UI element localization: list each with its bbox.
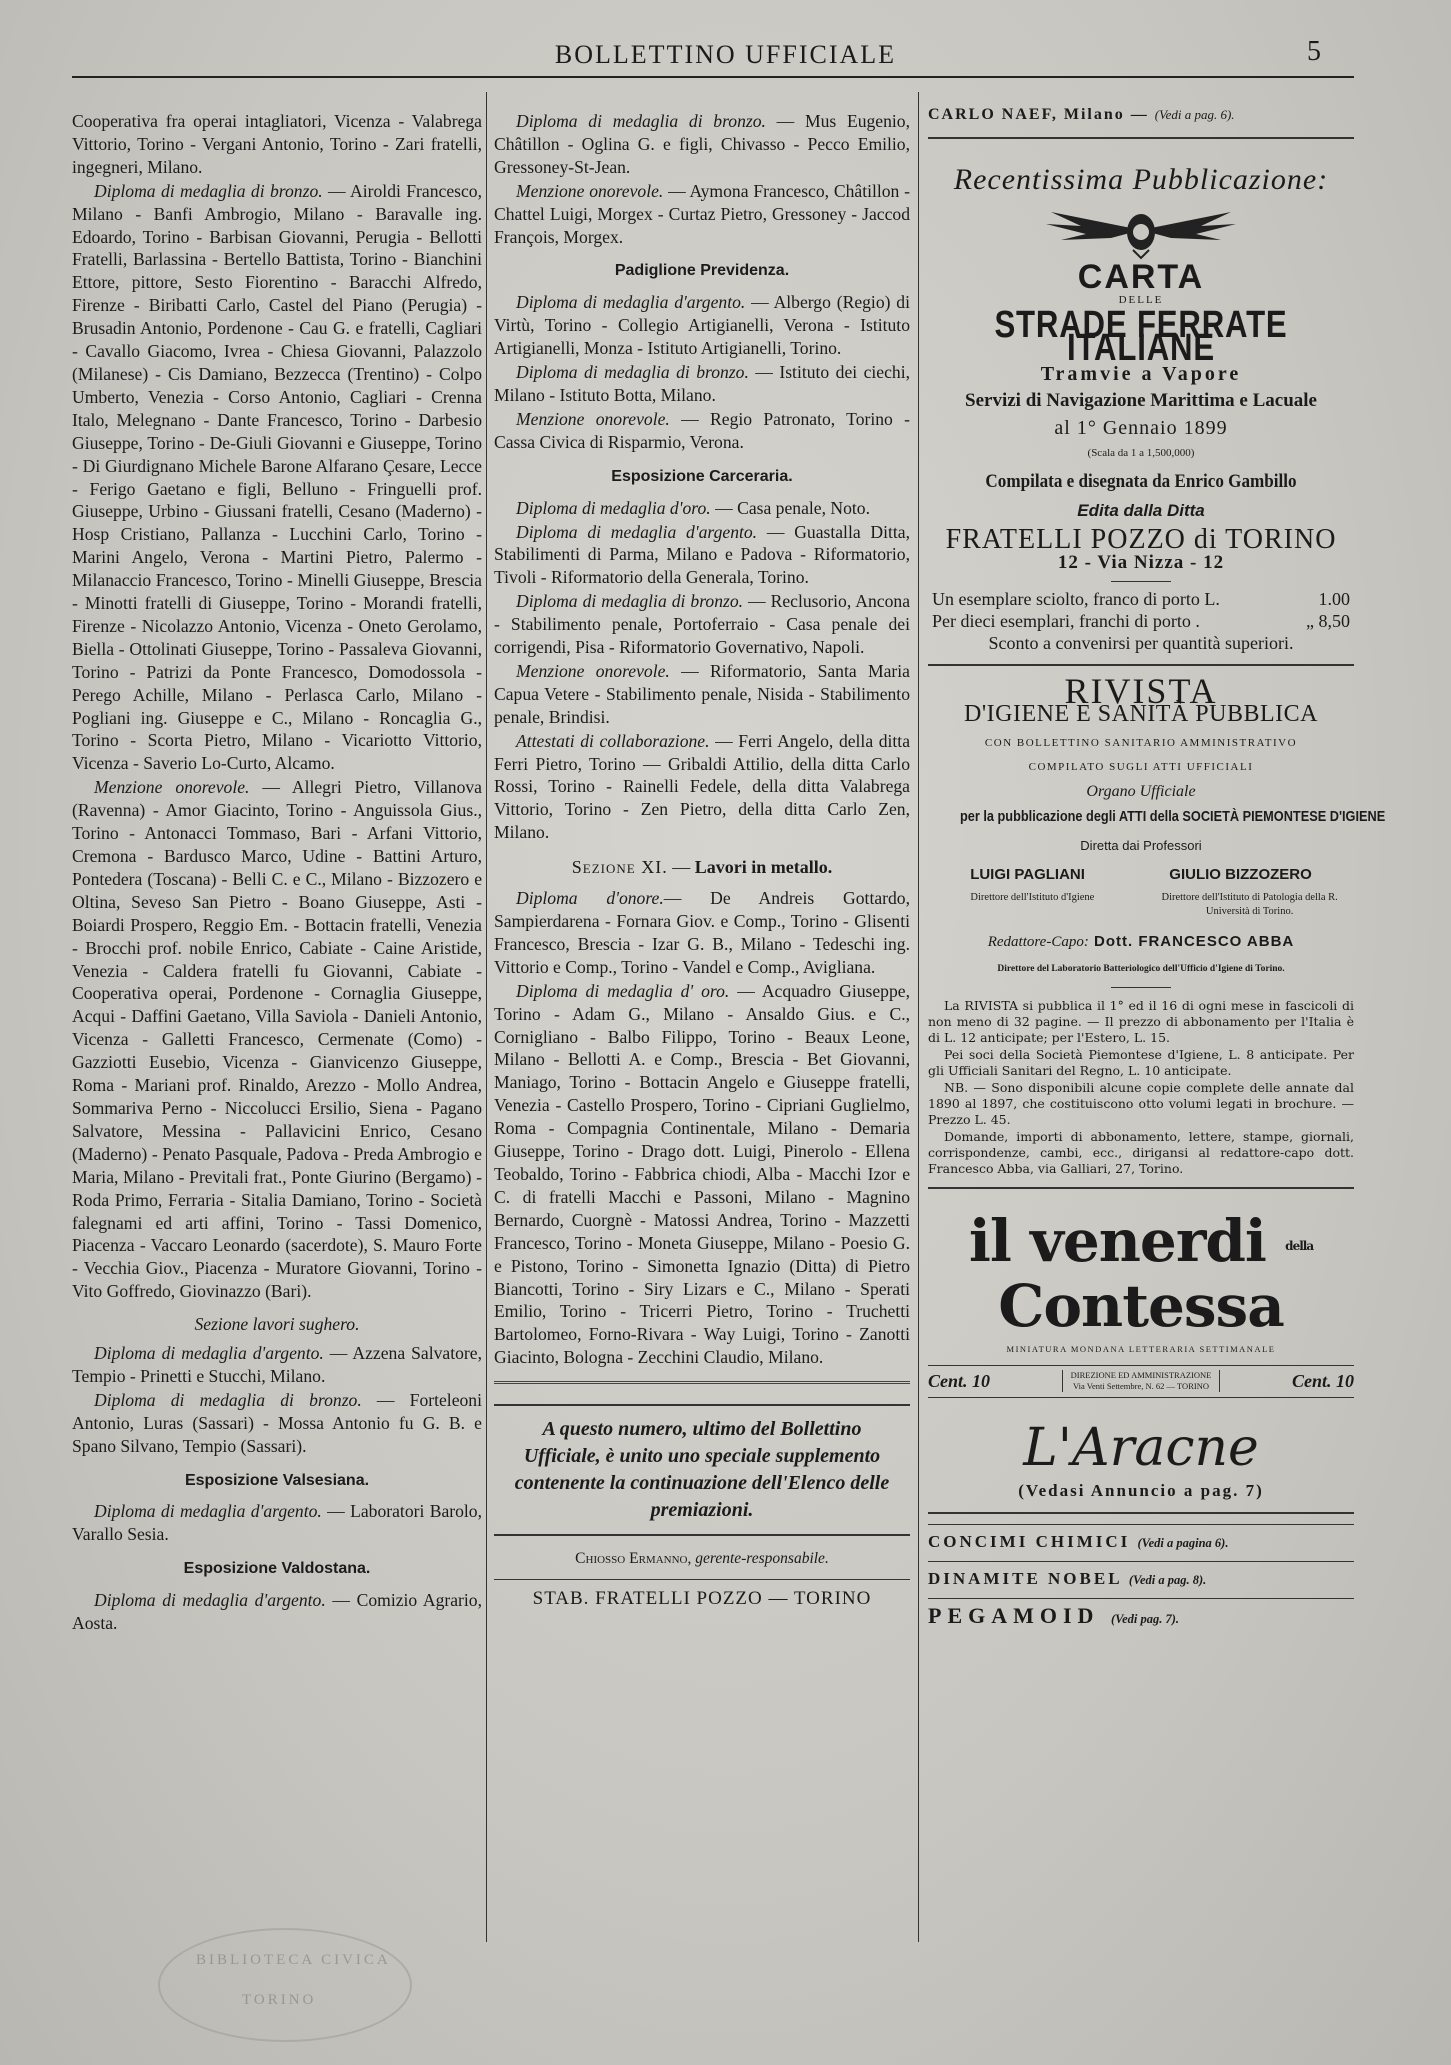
paragraph xyxy=(494,408,910,454)
award-label: Diploma di medaglia d'oro. xyxy=(516,497,711,518)
award-label: Diploma di medaglia di bronzo. xyxy=(516,591,744,612)
short-rule xyxy=(1111,987,1171,988)
ad-naef-ref: (Vedi a pag. 6). xyxy=(1154,107,1235,122)
signature-name: Chiosso Ermanno, xyxy=(575,1550,692,1568)
price-right: Cent. 10 xyxy=(1291,1370,1354,1391)
ad-rivista-compilato: COMPILATO SUGLI ATTI UFFICIALI xyxy=(1028,761,1254,774)
award-label: Diploma di medaglia d'argento. xyxy=(516,521,758,542)
paragraph xyxy=(494,291,910,360)
ad-rivista-director-roles xyxy=(928,891,1354,919)
ad-carta-title: CARTA xyxy=(1077,257,1205,296)
director-name: LUIGI PAGLIANI xyxy=(970,866,1085,884)
award-text: — Albergo (Regio) di Virtù, Torino - Collegio Artigianelli, Verona - Istituto Artigianelli, Monza - Istituto Artigianelli, Torino. xyxy=(494,292,910,359)
section-dash: — xyxy=(667,857,695,878)
ad-rivista-subtitle: D'IGIENE E SANITÀ PUBBLICA xyxy=(964,700,1318,727)
stamp-text: TORINO xyxy=(242,1992,317,2008)
award-text: — Azzena Salvatore, Tempio - Prinetti e Stucchi, Milano. xyxy=(72,1343,482,1386)
ad-scale: (Scala da 1 a 1,500,000) xyxy=(1087,447,1195,460)
award-text: — De Andreis Gottardo, Sampierdarena - Fornara Giov. e Comp., Torino - Glisenti Francesco, Brescia - Izar G. B., Milano - Tedeschi ing. Vittorio e Comp., Torino - Vandel e Comp., Avigliana. xyxy=(494,888,910,977)
award-label: Menzione onorevole. xyxy=(94,777,250,798)
ad-rivista-editor-role: Direttore del Laboratorio Batteriologico dell'Ufficio d'Igiene di Torino. xyxy=(997,963,1285,974)
ad-dinamite-name: DINAMITE NOBEL xyxy=(928,1569,1122,1589)
section-heading: Sezione lavori sughero. xyxy=(194,1314,360,1335)
award-label: Diploma di medaglia di bronzo. xyxy=(516,111,766,131)
award-text: — Airoldi Francesco, Milano - Banfi Ambrogio, Milano - Baravalle ing. Edoardo, Torino - Barbisan Giovanni, Perugia - Bellotti Fratelli, Barlassina - Bertello Battista, Torino - Bianchini Ettore, pittore, Sesto Fiorentino - Baracchi Alfredo, Firenze - Biribatti Carlo, Castel del Piano (Perugia) - Brusadin Antonio, Pordenone - Cau G. e fratelli, Cagliari - Cavallo Giacomo, Ivrea - Chiesa Giovanni, Palazzolo (Milanese) - Cis Damiano, Bezzecca (Trentino) - Colpo Umberto, Venezia - Corso Antonio, Cagliari - Crenna Italo, Melegnano - Dante Francesco, Torino - Darbesio Giuseppe, Torino - De-Giuli Giovanni e Giuseppe, Torino - Di Giurdignano Michele Barone Alfarano Çesare, Lecce - Ferigo Gaetano e figli, Belluno - Fringuelli prof. Giuseppe, Urbino - Giussani fratelli, Cesano (Maderno) - Hosp Cristiano, Pallanza - Lucchini Carlo, Torino - Marini Angelo, Verona - Martini Pietro, Palermo - Milanaccio Francesco, Torino - Minelli Giuseppe, Brescia - Minotti fratelli di Giuseppe, Torino - Morandi fratelli, Firenze - Nicolazzo Antonio, Vicenza - Oneto Gerolamo, Biella - Ottolinati Giuseppe, Torino - Passaleva Giovanni, Torino - Patrizi da Ponte Francesco, Domodossola - Perego Achille, Milano - Perlasca Carlo, Milano - Pogliani ing. Giuseppe e C., Milano - Roncaglia G., Torino - Scorta Pietro, Milano - Vicariotto Vittorio, Vicenza - Saverio Lo-Curto, Alcamo. xyxy=(72,180,482,774)
award-text: — Reclusorio, Ancona - Stabilimento penale, Portoferraio - Casa penale dei corrigendi, Pisa - Riformatorio Governativo, Napoli. xyxy=(494,591,910,658)
award-text: — Allegri Pietro, Villanova (Ravenna) - Amor Giacinto, Torino - Anguissola Gius., Torino - Antonacci Tommaso, Bari - Arfani Vittorio, Cremona - Bardusco Marco, Udine - Battini Arturo, Pontedera (Toscana) - Belli C. e C., Milano - Bizzozero e Oltina, Seveso San Pietro - Boano Giuseppe, Asti - Boiardi Prospero, Reggio Em. - Bottacin fratelli, Venezia - Brocchi prof. nobile Enrico, Cabiate - Caine Aristide, Venezia - Caldera fratelli fu Giovanni, Cabiate - Cooperativa operai, Pordenone - Cornaglia Giuseppe, Acqui - Daffini Gaetano, Villa Saviola - Danieli Antonio, Vicenza - Galletti Francesco, Cermenate (Como) - Gazziotti Eusebio, Vicenza - Gianvicenzo Giuseppe, Roma - Mariani prof. Rinaldo, Arezzo - Mollo Andrea, Sommariva Perno - Niccolucci Ersilio, Siena - Pagano Salvatore, Messina - Pallavicini Enrico, Cesano (Maderno) - Penato Pasquale, Padova - Preda Ambrogio e Maria, Milano - Previtali frat., Ponte Giurino (Bergamo) - Roda Primo, Ferraria - Sitalia Damiano, Torino - Società falegnami ed arti affini, Torino - Tassi Domenico, Piacenza - Vaccaro Leonardo (sacerdote), S. Mauro Forte - Vecchia Giov., Piacenza - Muratore Giovanni, Torino - Vito Goffredo, Giovinazzo (Bari). xyxy=(72,777,482,1302)
ad-pegamoid-name: PEGAMOID xyxy=(928,1603,1100,1629)
paragraph xyxy=(494,361,910,407)
award-label: Diploma di medaglia d'argento. xyxy=(94,1501,322,1522)
library-stamp xyxy=(158,1928,412,2042)
ad-pegamoid-ref: (Vedi pag. 7). xyxy=(1110,1612,1180,1627)
ad-naef xyxy=(928,104,1354,127)
price-label: Per dieci esemplari, franchi di porto . xyxy=(932,610,1200,631)
award-text: — Istituto dei ciechi, Milano - Istituto Botta, Milano. xyxy=(494,362,910,405)
ad-rivista-editor xyxy=(928,931,1354,954)
address-line: DIREZIONE ED AMMINISTRAZIONE xyxy=(1070,1370,1212,1381)
award-text: — Guastalla Ditta, Stabilimenti di Parma, Milano e Padova - Riformatorio, Tivoli - Riformatorio della Generala, Torino. xyxy=(494,521,910,588)
address-line: Via Venti Settembre, N. 62 — TORINO xyxy=(1073,1381,1209,1392)
ad-dinamite-ref: (Vedi a pag. 8). xyxy=(1128,1573,1207,1588)
section-heading: Esposizione Valdostana. xyxy=(183,1560,371,1578)
paragraph xyxy=(494,980,910,1369)
section-heading xyxy=(494,856,910,879)
paragraph xyxy=(72,1589,482,1635)
paragraph xyxy=(494,497,910,520)
ad-carta-delle: DELLE xyxy=(1118,293,1164,306)
price-note: Sconto a convenirsi per quantità superiori. xyxy=(988,632,1294,653)
stamp-text: BIBLIOTECA CIVICA xyxy=(196,1952,391,1968)
eagle-emblem-icon xyxy=(1041,200,1241,260)
award-label: Menzione onorevole. xyxy=(516,660,670,681)
award-label: Diploma di medaglia d'argento. xyxy=(94,1590,326,1611)
director-name: GIULIO BIZZOZERO xyxy=(1169,866,1312,884)
ad-publisher: FRATELLI POZZO di TORINO xyxy=(945,523,1337,555)
ad-prices xyxy=(928,588,1354,654)
ad-divider xyxy=(928,664,1354,666)
page-title: BOLLETTINO UFFICIALE xyxy=(554,40,897,69)
price-row xyxy=(928,610,1354,632)
ad-publisher-label: Edita dalla Ditta xyxy=(1077,500,1205,520)
ad-rivista-organo: Organo Ufficiale xyxy=(1086,783,1196,801)
award-text: — Comizio Agrario, Aosta. xyxy=(72,1590,482,1634)
editor-label: Redattore-Capo: xyxy=(987,933,1089,950)
ad-naef-name: CARLO NAEF, Milano — xyxy=(928,106,1149,123)
award-text: — Laboratori Barolo, Varallo Sesia. xyxy=(72,1501,482,1545)
award-label: Diploma di medaglia di bronzo. xyxy=(94,1389,362,1410)
price-value: „ 8,50 xyxy=(1306,610,1350,631)
paragraph xyxy=(72,1389,482,1458)
supplement-note: A questo numero, ultimo del Bollettino Ufficiale, è unito uno speciale supplemento contenente la continuazione dell'Elenco delle premiazioni. xyxy=(494,1404,910,1536)
ad-date: al 1° Gennaio 1899 xyxy=(1054,417,1228,440)
director-role: Direttore dell'Istituto di Patologia della R. Università di Torino. xyxy=(1161,891,1338,917)
award-label: Diploma di medaglia d'argento. xyxy=(516,292,746,313)
ad-concimi-ref: (Vedi a pagina 6). xyxy=(1137,1536,1229,1551)
paragraph: NB. — Sono disponibili alcune copie complete delle annate dal 1890 al 1897, che costituiscono otto volumi legati in brochure. — Prezzo L. 45. xyxy=(928,1079,1354,1127)
paragraph xyxy=(494,521,910,590)
award-text: — Casa penale, Noto. xyxy=(710,497,870,518)
ad-rivista-body xyxy=(928,998,1354,1177)
ad-rivista-title: RIVISTA xyxy=(1064,670,1218,711)
ad-rivista-purpose: per la pubblicazione degli ATTI della SOCIETÀ PIEMONTESE D'IGIENE xyxy=(959,808,1386,826)
column-divider-1 xyxy=(486,92,487,1942)
price-left: Cent. 10 xyxy=(928,1370,991,1391)
ad-aracne-ref: (Vedasi Annuncio a pag. 7) xyxy=(1018,1480,1264,1500)
price-value: 1.00 xyxy=(1318,588,1350,609)
award-label: Menzione onorevole. xyxy=(516,408,670,429)
award-label: Diploma di medaglia d' oro. xyxy=(516,980,730,1001)
paragraph xyxy=(72,1342,482,1388)
paragraph: Cooperativa fra operai intagliatori, Vicenza - Valabrega Vittorio, Torino - Vergani Antonio, Torino - Zari fratelli, ingegneri, Milano. xyxy=(72,111,482,177)
ad-address: 12 - Via Nizza - 12 xyxy=(1057,551,1225,573)
ad-heading: Recentissima Pubblicazione: xyxy=(953,162,1329,196)
page-number: 5 xyxy=(1307,36,1321,67)
printer-line: STAB. FRATELLI POZZO — TORINO xyxy=(532,1588,872,1610)
paragraph: Pei soci della Società Piemontese d'Igiene, L. 8 anticipate. Per gli Ufficiali Sanitari del Regno, L. 10 anticipate. xyxy=(928,1046,1354,1078)
award-text: — Forteleoni Antonio, Luras (Sassari) - Mossa Antonio fu G. B. e Spano Silvano, Tempio (Sassari). xyxy=(72,1389,482,1456)
award-label: Diploma di medaglia di bronzo. xyxy=(94,180,323,201)
section-heading: Esposizione Carceraria. xyxy=(611,467,793,485)
award-label: Diploma di medaglia di bronzo. xyxy=(516,362,749,383)
editor-name: Dott. FRANCESCO ABBA xyxy=(1088,932,1295,950)
award-text: — Regio Patronato, Torino - Cassa Civica di Risparmio, Verona. xyxy=(494,408,910,452)
award-label: Menzione onorevole. xyxy=(516,180,664,201)
section-title: Lavori in metallo. xyxy=(694,857,833,878)
paragraph xyxy=(72,776,482,1303)
ad-strade-title: STRADE FERRATE ITALIANE xyxy=(994,303,1288,369)
section-heading: Esposizione Valsesiana. xyxy=(184,1471,370,1489)
short-rule xyxy=(1111,581,1171,582)
ad-pegamoid xyxy=(928,1598,1354,1637)
paragraph xyxy=(494,110,910,179)
price-label: Un esemplare sciolto, franco di porto L. xyxy=(932,588,1220,609)
section-heading: Padiglione Previdenza. xyxy=(614,262,790,280)
director-role: Direttore dell'Istituto d'Igiene xyxy=(970,891,1095,903)
award-text: — Acquadro Giuseppe, Torino - Adam G., Milano - Ansaldo Gius. e C., Cornigliano - Balbo Filippo, Torino - Beaux Leone, Milano - Bellotti A. e Comp., Brescia - Bet Giovanni, Maniago, Torino - Bottacin Angelo e Giuseppe fratelli, Venezia - Castello Prospero, Torino - Cipriani Guglielmo, Roma - Compagnia Continentale, Milano - Demaria Giuseppe, Torino - Drago dott. Luigi, Pinerolo - Ellena Teobaldo, Torino - Fabbrica chiodi, Alba - Macchi Izor e C. di fratelli Macchi e Passoni, Milano - Magnino Bernardo, Cuorgnè - Matossi Andrea, Torino - Mazzetti Francesco, Torino - Moneta Giuseppe, Milano - Poesio G. e Pistono, Torino - Simonetta Ignazio (Ditta) di Pietro Biancotti, Torino - Siry Lizars e C., Milano - Sperati Emilio, Torino - Tricerri Pietro, Torino - Truchetti Bartolomeo, Forno-Rivara - Way Luigi, Torino - Zanotti Giacinto, Bologna - Zecchini Claudio, Milano. xyxy=(494,980,910,1368)
ad-concimi-name: CONCIMI CHIMICI xyxy=(928,1532,1131,1552)
award-label: Attestati di collaborazione. xyxy=(516,730,710,751)
column-2 xyxy=(494,110,910,1611)
ad-venerdi-price-row xyxy=(928,1365,1354,1398)
column-1 xyxy=(72,110,482,1635)
section-number: Sezione XI. xyxy=(571,857,668,878)
ad-venerdi-subtitle: MINIATURA MONDANA LETTERARIA SETTIMANALE xyxy=(1006,1343,1276,1354)
price-row xyxy=(928,588,1354,610)
ad-rivista-directed: Diretta dai Professori xyxy=(1080,838,1202,854)
ad-venerdi-title xyxy=(928,1206,1354,1340)
paragraph xyxy=(72,180,482,776)
paragraph xyxy=(494,590,910,659)
ad-divider xyxy=(928,1187,1354,1189)
column-3-ads xyxy=(928,104,1386,1637)
venerdi-title-a: il venerdi xyxy=(968,1206,1266,1275)
award-text: — Aymona Francesco, Châtillon - Chattel Luigi, Morgex - Curtaz Pietro, Gressoney - Jaccod François, Morgex. xyxy=(494,180,910,247)
award-label: Diploma d'onore. xyxy=(516,888,664,909)
venerdi-title-b: Contessa xyxy=(998,1271,1284,1340)
column-divider-2 xyxy=(918,92,919,1942)
ad-rivista-directors xyxy=(928,864,1354,887)
paragraph xyxy=(494,887,910,979)
paragraph xyxy=(72,1500,482,1546)
award-text: — Ferri Angelo, della ditta Ferri Pietro, Torino — Gribaldi Attilio, della ditta Carlo Rossi, Torino - Rainelli Fedele, della ditta Valabrega Vittorio, Torino - Zen Pietro, della ditta Carlo Zen, Milano. xyxy=(494,730,911,843)
ad-compiler: Compilata e disegnata da Enrico Gambillo xyxy=(985,471,1297,493)
ad-servizi: Servizi di Navigazione Marittima e Lacuale xyxy=(965,390,1317,412)
paragraph: Domande, importi di abbonamento, lettere, stampe, giornali, corrispondenze, cambi, ecc., dirigansi al redattore-capo dott. Francesco Abba, via Galliari, 27, Torino. xyxy=(928,1128,1354,1176)
venerdi-della: della xyxy=(1285,1238,1314,1253)
paragraph xyxy=(494,660,910,729)
signature-role: gerente-responsabile. xyxy=(691,1550,829,1568)
award-text: — Riformatorio, Santa Maria Capua Vetere - Stabilimento penale, Nisida - Stabilimento penale, Brindisi. xyxy=(494,660,910,727)
ad-concimi xyxy=(928,1524,1354,1561)
paragraph xyxy=(494,730,910,845)
ad-aracne-title: L'Aracne xyxy=(1023,1417,1259,1478)
signature xyxy=(494,1548,910,1580)
header-rule xyxy=(72,76,1354,78)
ad-venerdi-address xyxy=(1062,1370,1221,1392)
ad-divider xyxy=(928,1512,1354,1514)
ad-rivista-bollettino: CON BOLLETTINO SANITARIO AMMINISTRATIVO xyxy=(984,736,1298,749)
ad-divider xyxy=(928,137,1354,139)
award-label: Diploma di medaglia d'argento. xyxy=(94,1343,324,1364)
paragraph xyxy=(494,180,910,249)
award-text: — Mus Eugenio, Châtillon - Oglina G. e figli, Chivasso - Pecco Emilio, Gressoney-St-Jean. xyxy=(494,111,911,177)
ad-tramvie: Tramvie a Vapore xyxy=(1040,363,1242,386)
ornamental-rule xyxy=(494,1381,910,1390)
ad-dinamite xyxy=(928,1561,1354,1598)
paragraph: La RIVISTA si pubblica il 1° ed il 16 di ogni mese in fascicoli di non meno di 32 pagine. — Il prezzo di abbonamento per l'Italia è di L. 12 anticipate; per l'Estero, L. 15. xyxy=(928,997,1354,1045)
